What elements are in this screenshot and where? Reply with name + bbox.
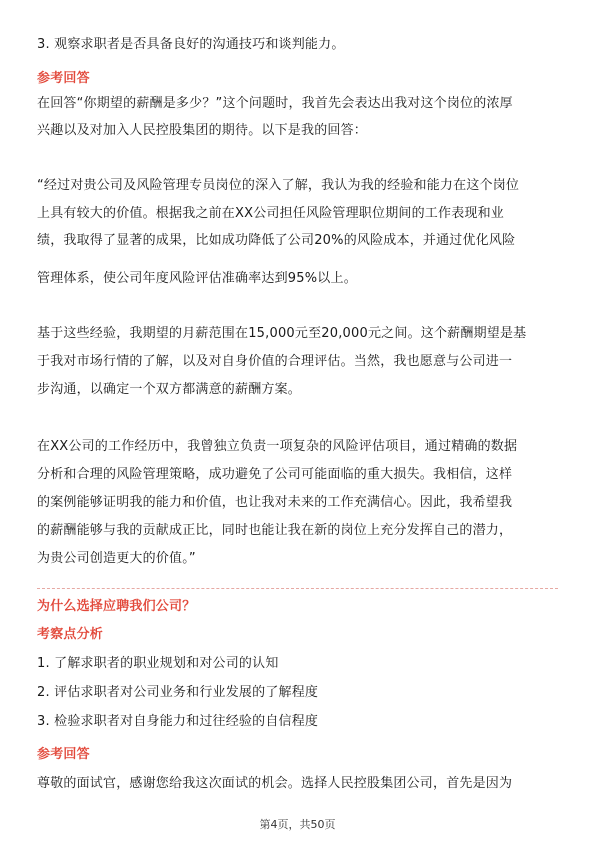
answer-paragraph-line: 步沟通，以确定一个双方都满意的薪酬方案。 [37,382,302,397]
answer-paragraph-line: 兴趣以及对加入人民控股集团的期待。以下是我的回答： [37,123,368,138]
answer-paragraph-line: 绩，我取得了显著的成果，比如成功降低了公司20%的风险成本，并通过优化风险 [37,233,516,248]
section-divider [37,588,558,589]
answer-paragraph-line: 的案例能够证明我的能力和价值，也让我对未来的工作充满信心。因此，我希望我 [37,495,513,510]
criteria-item-3: 3. 观察求职者是否具备良好的沟通技巧和谈判能力。 [37,37,345,52]
criteria-item-3: 3. 检验求职者对自身能力和过往经验的自信程度 [37,714,319,729]
answer-paragraph-line: 基于这些经验，我期望的月薪范围在15,000元至20,000元之间。这个薪酬期望是基 [37,326,527,341]
answer-paragraph-line: 管理体系，使公司年度风险评估准确率达到95%以上。 [37,271,357,286]
answer-paragraph-line: 分析和合理的风险管理策略，成功避免了公司可能面临的重大损失。我相信，这样 [37,467,513,482]
reference-answer-heading: 参考回答 [37,71,90,86]
criteria-item-2: 2. 评估求职者对公司业务和行业发展的了解程度 [37,685,319,700]
answer-paragraph-line: “经过对贵公司及风险管理专员岗位的深入了解，我认为我的经验和能力在这个岗位 [37,178,520,193]
answer-paragraph-line: 于我对市场行情的了解，以及对自身价值的合理评估。当然，我也愿意与公司进一 [37,354,513,369]
criteria-item-1: 1. 了解求职者的职业规划和对公司的认知 [37,656,279,671]
page-number: 第4页，共50页 [259,818,336,831]
answer-paragraph-line: 为贵公司创造更大的价值。” [37,551,196,566]
answer-paragraph-line: 的薪酬能够与我的贡献成正比，同时也能让我在新的岗位上充分发挥自己的潜力， [37,523,513,538]
analysis-heading: 考察点分析 [37,627,104,642]
reference-answer-heading: 参考回答 [37,747,90,762]
answer-paragraph-line: 在回答“你期望的薪酬是多少？”这个问题时，我首先会表达出我对这个岗位的浓厚 [37,96,513,111]
answer-paragraph-line: 尊敬的面试官，感谢您给我这次面试的机会。选择人民控股集团公司，首先是因为 [37,776,513,791]
answer-paragraph-line: 上具有较大的价值。根据我之前在XX公司担任风险管理职位期间的工作表现和业 [37,206,505,221]
answer-paragraph-line: 在XX公司的工作经历中，我曾独立负责一项复杂的风险评估项目，通过精确的数据 [37,439,518,454]
question-heading: 为什么选择应聘我们公司？ [37,599,196,614]
